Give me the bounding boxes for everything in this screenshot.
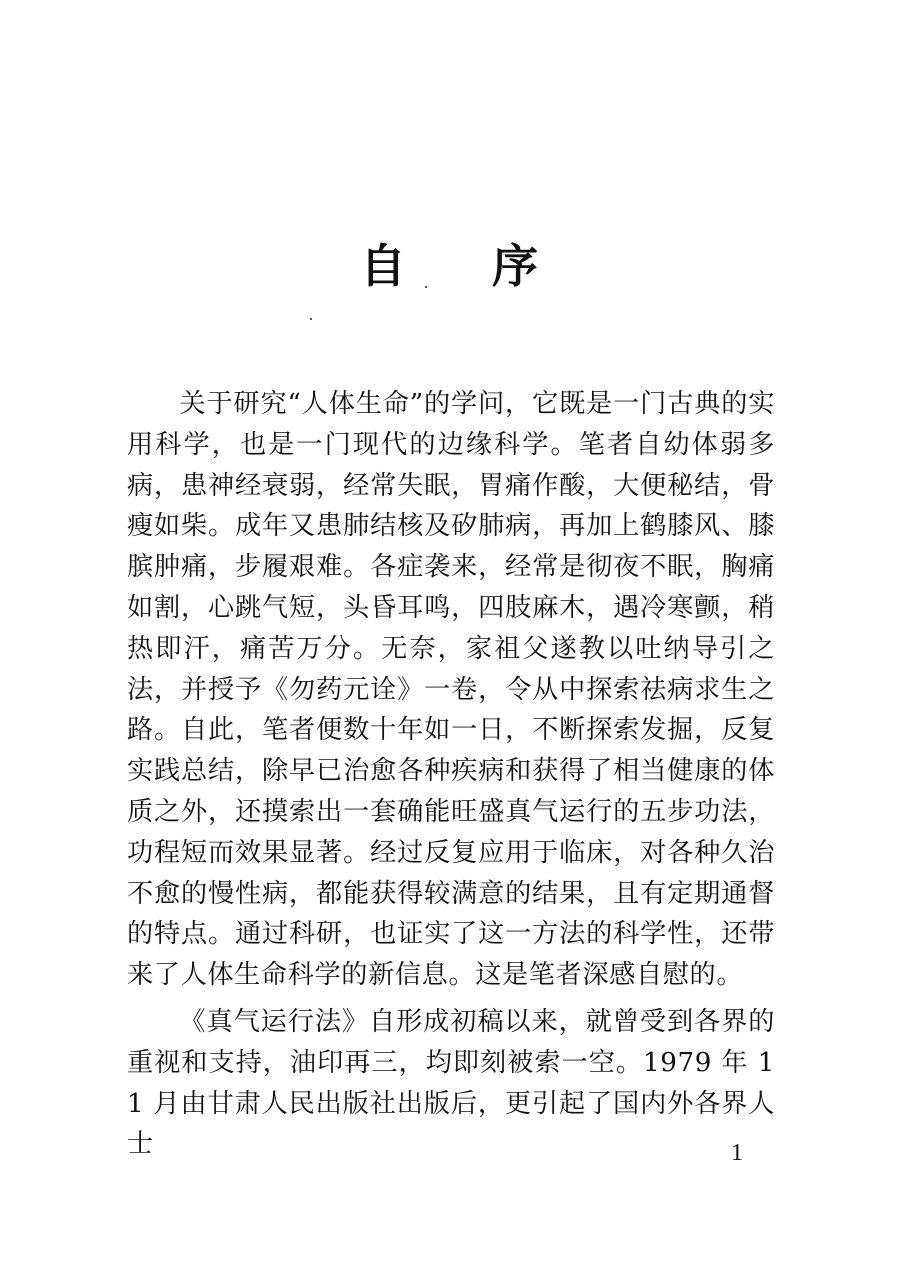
title-char-1: 自	[360, 239, 406, 293]
print-speck	[425, 286, 427, 288]
page-title	[0, 236, 910, 306]
title-char-2: 序	[492, 239, 538, 293]
print-speck	[310, 318, 312, 320]
page-number: 1	[731, 1140, 743, 1166]
paragraph-2: 《真气运行法》自形成初稿以来，就曾受到各界的重视和支持，油印再三，均即刻被索一空。1979 年 11 月由甘肃人民出版社出版后，更引起了国内外各界人士	[127, 1006, 775, 1160]
body-text	[127, 384, 775, 1165]
paragraph-1: 关于研究“人体生命”的学问，它既是一门古典的实用科学，也是一门现代的边缘科学。笔者自幼体弱多病，患神经衰弱，经常失眠，胃痛作酸，大便秘结，骨瘦如柴。成年又患肺结核及矽肺病，再加上鹤膝风、膝膑肿痛，步履艰难。各症袭来，经常是彻夜不眠，胸痛如割，心跳气短，头昏耳鸣，四肢麻木，遇冷寒颤，稍热即汗，痛苦万分。无奈，家祖父遂教以吐纳导引之法，并授予《勿药元诠》一卷，令从中探索祛病求生之路。自此，笔者便数十年如一日，不断探索发掘，反复实践总结，除早已治愈各种疾病和获得了相当健康的体质之外，还摸索出一套确能旺盛真气运行的五步功法，功程短而效果显著。经过反复应用于临床，对各种久治不愈的慢性病，都能获得较满意的结果，且有定期通督的特点。通过科研，也证实了这一方法的科学性，还带来了人体生命科学的新信息。这是笔者深感自慰的。	[127, 389, 775, 991]
